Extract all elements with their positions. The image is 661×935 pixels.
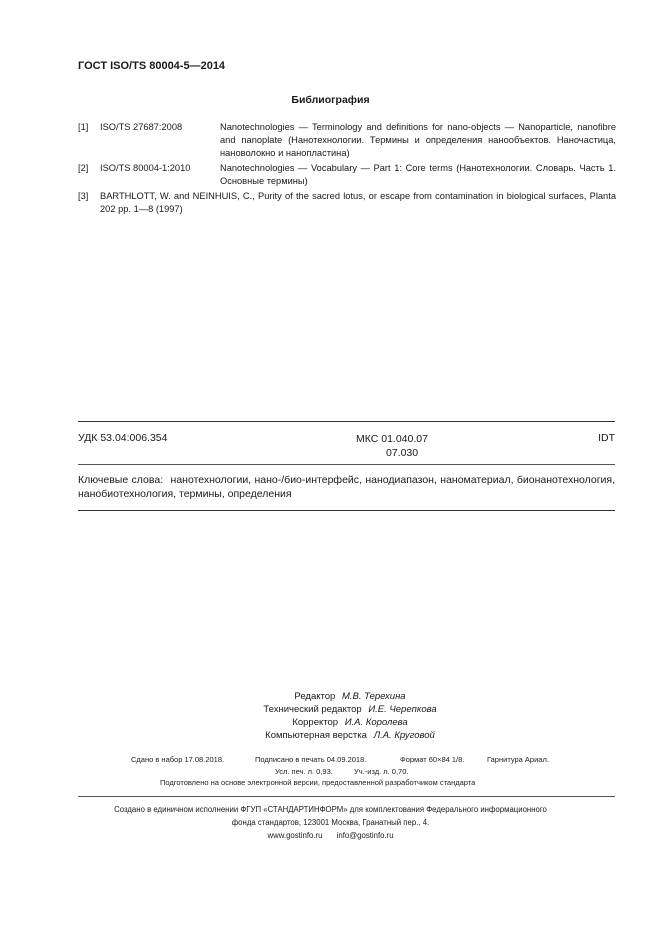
credits-line: Создано в единичном исполнении ФГУП «СТАНДАРТИНФОРМ» для комплектования Федерального информационного [114, 805, 547, 814]
staff-name: Л.А. Круговой [373, 730, 435, 741]
staff-list [200, 690, 500, 742]
divider-top [78, 421, 615, 422]
staff-name: И.Е. Черепкова [368, 704, 437, 715]
entry-number: [3] [78, 191, 89, 201]
entry-text: Nanotechnologies — Vocabulary — Part 1: Core terms (Нанотехнологии. Словарь. Часть 1. Основные термины) [220, 163, 616, 186]
keywords-text: нанотехнологии, нано-/био-интерфейс, нанодиапазон, наноматериал, бионанотехнология, нанобиотехнология, термины, определения [78, 474, 615, 500]
staff-name: М.В. Терехина [341, 691, 406, 702]
document-header: ГОСТ ISO/TS 80004-5—2014 [78, 60, 226, 72]
keywords-label: Ключевые слова: [78, 474, 164, 486]
imprint-signed: Подписано в печать 04.09.2018. [255, 755, 367, 764]
staff-role: Технический редактор [263, 704, 362, 715]
entry-standard-id: ISO/TS 27687:2008 [100, 122, 183, 132]
entry-text: BARTHLOTT, W. and NEINHUIS, C., Purity of the sacred lotus, or escape from contamination in biological surfaces, Planta 202 pp. 1—8 (1997) [100, 191, 616, 214]
credits-block [0, 803, 661, 842]
mks-code-secondary: 07.030 [386, 447, 419, 459]
imprint-pub-sheets: Уч.-изд. л. 0,70. [354, 767, 409, 776]
website-link[interactable]: www.gostinfo.ru [267, 831, 323, 840]
credits-line: фонда стандартов, 123001 Москва, Гранатный пер., 4. [231, 818, 430, 827]
bibliography-entry [78, 190, 616, 216]
staff-row [200, 690, 500, 703]
divider-middle [78, 464, 615, 465]
imprint-submitted: Сдано в набор 17.08.2018. [131, 755, 225, 764]
divider-credits [78, 796, 615, 797]
staff-row [200, 716, 500, 729]
bibliography-title: Библиография [291, 94, 370, 106]
bibliography-entry [78, 121, 616, 160]
credits-links [0, 829, 661, 842]
imprint-typeface: Гарнитура Ариал. [487, 755, 549, 764]
mks-code-primary: МКС 01.040.07 [356, 433, 428, 445]
entry-standard-id: ISO/TS 80004-1:2010 [100, 163, 191, 173]
keywords-block [78, 473, 615, 501]
imprint-format: Формат 60×84 1/8. [400, 755, 465, 764]
mks-codes [356, 432, 428, 460]
entry-text: Nanotechnologies — Terminology and definitions for nano-objects — Nanoparticle, nanofibre and nanoplate (Нанотехнологии. Термины и определения нанообъектов. Наночастица, нановолокно и нанопластина) [220, 122, 616, 158]
email-link[interactable]: info@gostinfo.ru [336, 831, 394, 840]
divider-bottom [78, 510, 615, 511]
equivalence-code: IDT [598, 432, 615, 444]
imprint-print-sheets: Усл. печ. л. 0,93. [275, 767, 333, 776]
entry-number: [2] [78, 163, 89, 173]
staff-name: И.А. Королева [344, 717, 408, 728]
staff-role: Компьютерная верстка [265, 730, 367, 741]
bibliography-list [78, 121, 616, 218]
staff-row [200, 729, 500, 742]
entry-number: [1] [78, 122, 89, 132]
staff-row [200, 703, 500, 716]
staff-role: Корректор [292, 717, 339, 728]
udk-code: УДК 53.04:006.354 [78, 432, 168, 444]
imprint-prepared: Подготовлено на основе электронной версии, предоставленной разработчиком стандарта [160, 778, 476, 787]
bibliography-entry [78, 162, 616, 188]
staff-role: Редактор [294, 691, 336, 702]
